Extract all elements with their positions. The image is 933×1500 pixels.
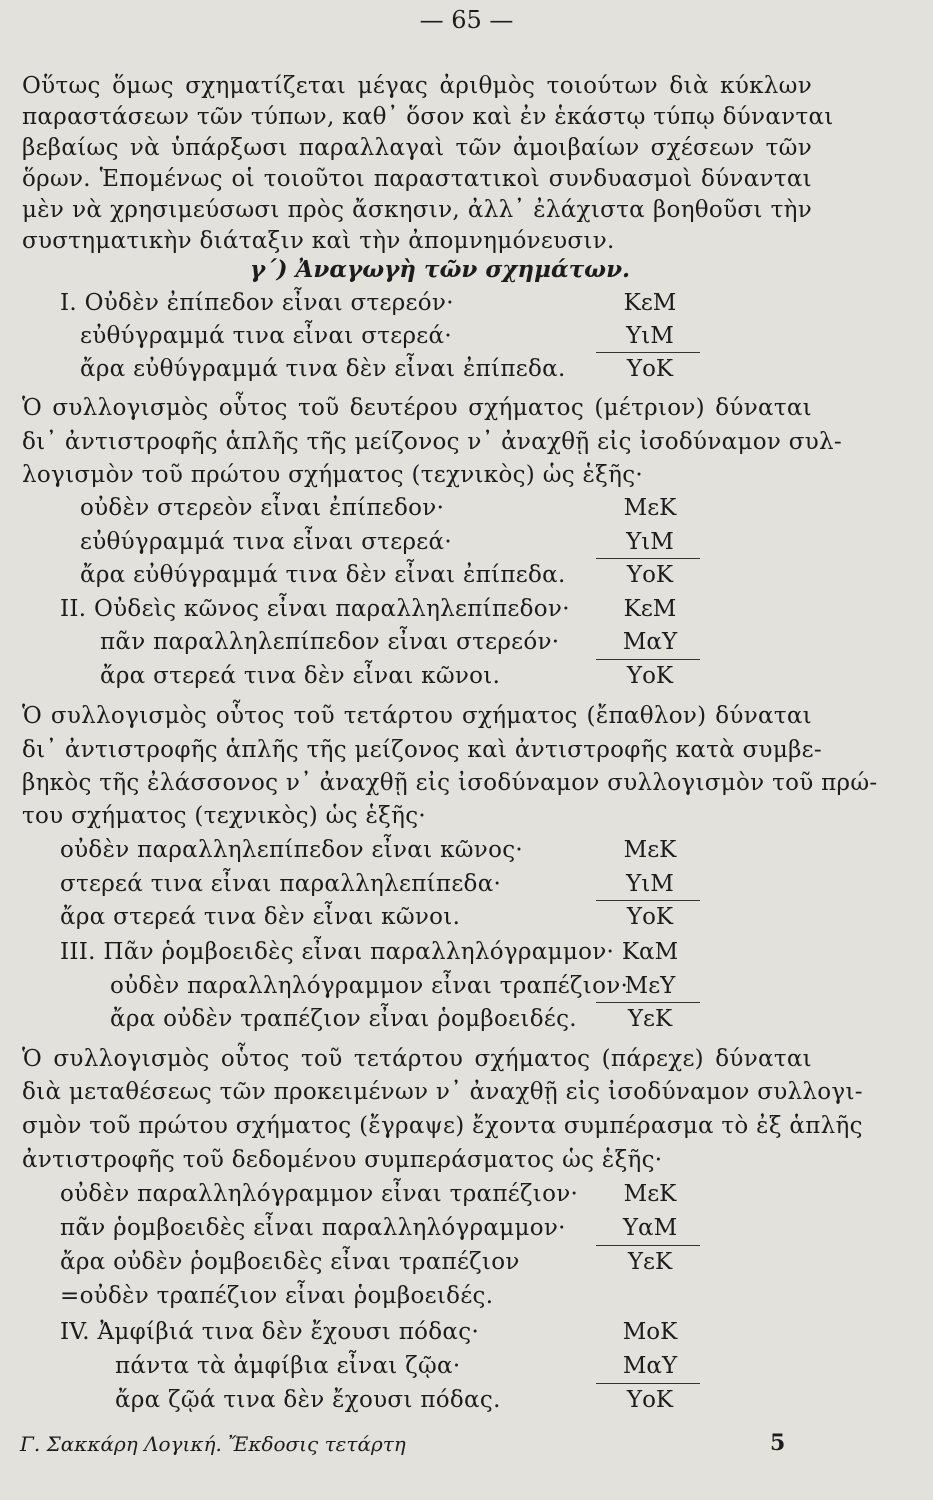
conclusion-rule (596, 1383, 700, 1384)
conclusion: ἄρα στερεά τινα δὲν εἶναι κῶνοι. (60, 904, 461, 930)
premise-code: ΥιΜ (626, 529, 674, 555)
conclusion-code: ΥοΚ (626, 663, 674, 689)
paragraph-line: βεβαίως νὰ ὑπάρξωσι παραλλαγαὶ τῶν ἀμοιβαίων σχέσεων τῶν (22, 135, 812, 161)
major-premise: III. Πᾶν ῥομβοειδὲς εἶναι παραλληλόγραμμον· (60, 939, 615, 965)
paragraph-line: Ὁ συλλογισμὸς οὗτος τοῦ τετάρτου σχήματος (ἔπαθλον) δύναται (22, 703, 812, 729)
conclusion-rule (596, 352, 700, 353)
paragraph-line: παραστάσεων τῶν τύπων, καθ᾽ ὅσον καὶ ἐν ἑκάστῳ τύπῳ δύνανται (22, 104, 834, 130)
signature-mark: 5 (770, 1430, 786, 1456)
minor-premise: οὐδὲν παραλληλόγραμμον εἶναι τραπέζιον· (110, 973, 629, 999)
conclusion-rule (596, 900, 700, 901)
premise-code: ΜαΥ (622, 1353, 678, 1379)
premise-code: ΥιΜ (626, 323, 674, 349)
premise-code: ΚαΜ (621, 939, 679, 965)
conclusion-code: ΥοΚ (626, 1387, 674, 1413)
paragraph-line: δι᾽ ἀντιστροφῆς ἁπλῆς τῆς μείζονος καὶ ἀντιστροφῆς κατὰ συμβε- (22, 737, 822, 763)
paragraph-line: δι᾽ ἀντιστροφῆς ἁπλῆς τῆς μείζονος ν᾽ ἀναχθῇ εἰς ἰσοδύναμον συλ- (22, 429, 842, 455)
minor-premise: πάντα τὰ ἀμφίβια εἶναι ζῷα· (115, 1353, 461, 1379)
section-heading: γ΄) Ἀναγωγὴ τῶν σχημάτων. (249, 256, 631, 283)
paragraph-line: βηκὸς τῆς ἐλάσσονος ν᾽ ἀναχθῇ εἰς ἰσοδύναμον συλλογισμὸν τοῦ πρώ- (22, 770, 878, 796)
premise-code: ΜεΥ (624, 973, 676, 999)
conclusion-rule (596, 659, 700, 660)
conclusion: ἄρα στερεά τινα δὲν εἶναι κῶνοι. (100, 663, 501, 689)
premise-code: ΜεΚ (623, 837, 677, 863)
conclusion: ἄρα εὐθύγραμμά τινα δὲν εἶναι ἐπίπεδα. (80, 356, 566, 382)
page-number: — 65 — (419, 6, 514, 34)
major-premise: IV. Ἀμφίβιά τινα δὲν ἔχουσι πόδας· (60, 1319, 480, 1345)
premise-code: ΜαΥ (622, 629, 678, 655)
minor-premise: εὐθύγραμμά τινα εἶναι στερεά· (80, 323, 452, 349)
paragraph-line: ὅρων. Ἑπομένως οἱ τοιοῦτοι παραστατικοὶ συνδυασμοὶ δύνανται (22, 166, 812, 192)
conclusion: ἄρα οὐδὲν ῥομβοειδὲς εἶναι τραπέζιον (60, 1249, 520, 1275)
minor-premise: πᾶν παραλληλεπίπεδον εἶναι στερεόν· (100, 629, 560, 655)
major-premise: I. Οὐδὲν ἐπίπεδον εἶναι στερεόν· (60, 290, 454, 316)
conclusion-rule (596, 1245, 700, 1246)
conclusion: ἄρα εὐθύγραμμά τινα δὲν εἶναι ἐπίπεδα. (80, 562, 566, 588)
major-premise: οὐδὲν παραλληλόγραμμον εἶναι τραπέζιον· (60, 1181, 579, 1207)
conclusion-rule (596, 558, 700, 559)
major-premise: οὐδὲν στερεὸν εἶναι ἐπίπεδον· (80, 495, 445, 521)
minor-premise: πᾶν ῥομβοειδὲς εἶναι παραλληλόγραμμον· (60, 1215, 566, 1241)
premise-code: ΜοΚ (622, 1319, 678, 1345)
conclusion-code: ΥοΚ (626, 904, 674, 930)
premise-code: ΜεΚ (623, 1181, 677, 1207)
premise-code: ΜεΚ (623, 495, 677, 521)
premise-code: ΥιΜ (626, 871, 674, 897)
paragraph-line: Οὕτως ὅμως σχηματίζεται μέγας ἀριθμὸς τοιούτων διὰ κύκλων (22, 73, 812, 99)
conclusion: ἄρα οὐδὲν τραπέζιον εἶναι ῥομβοειδές. (110, 1006, 577, 1032)
conclusion-rule (596, 1002, 700, 1003)
paragraph-line: λογισμὸν τοῦ πρώτου σχήματος (τεχνικὸς) ὡς ἑξῆς· (22, 462, 644, 488)
major-premise: II. Οὐδεὶς κῶνος εἶναι παραλληλεπίπεδον· (60, 596, 570, 622)
paragraph-line: σμὸν τοῦ πρώτου σχήματος (ἔγραψε) ἔχοντα συμπέρασμα τὸ ἐξ ἁπλῆς (22, 1113, 863, 1139)
equivalent-conclusion: =οὐδὲν τραπέζιον εἶναι ῥομβοειδές. (60, 1283, 494, 1309)
minor-premise: στερεά τινα εἶναι παραλληλεπίπεδα· (60, 871, 502, 897)
premise-code: ΥαΜ (622, 1215, 678, 1241)
premise-code: ΚεΜ (623, 596, 677, 622)
paragraph-line: συστηματικὴν διάταξιν καὶ τὴν ἀπομνημόνευσιν. (22, 228, 615, 254)
paragraph-line: μὲν νὰ χρησιμεύσωσι πρὸς ἄσκησιν, ἀλλ᾽ ἐλάχιστα βοηθοῦσι τὴν (22, 197, 812, 223)
paragraph-line: Ὁ συλλογισμὸς οὗτος τοῦ τετάρτου σχήματος (πάρεχε) δύναται (22, 1046, 812, 1072)
paragraph-line: Ὁ συλλογισμὸς οὗτος τοῦ δευτέρου σχήματος (μέτριον) δύναται (22, 395, 812, 421)
major-premise: οὐδὲν παραλληλεπίπεδον εἶναι κῶνος· (60, 837, 524, 863)
paragraph-line: ἀντιστροφῆς τοῦ δεδομένου συμπεράσματος ὡς ἑξῆς· (22, 1147, 663, 1173)
conclusion-code: ΥεΚ (627, 1006, 673, 1032)
conclusion-code: ΥεΚ (627, 1249, 673, 1275)
premise-code: ΚεΜ (623, 290, 677, 316)
footer-imprint: Γ. Σακκάρη Λογική. Ἔκδοσις τετάρτη (20, 1432, 406, 1456)
conclusion-code: ΥοΚ (626, 562, 674, 588)
conclusion-code: ΥοΚ (626, 356, 674, 382)
paragraph-line: του σχήματος (τεχνικὸς) ὡς ἑξῆς· (22, 803, 426, 829)
paragraph-line: διὰ μεταθέσεως τῶν προκειμένων ν᾽ ἀναχθῇ εἰς ἰσοδύναμον συλλογι- (22, 1079, 863, 1105)
conclusion: ἄρα ζῷά τινα δὲν ἔχουσι πόδας. (115, 1387, 501, 1413)
minor-premise: εὐθύγραμμά τινα εἶναι στερεά· (80, 529, 452, 555)
